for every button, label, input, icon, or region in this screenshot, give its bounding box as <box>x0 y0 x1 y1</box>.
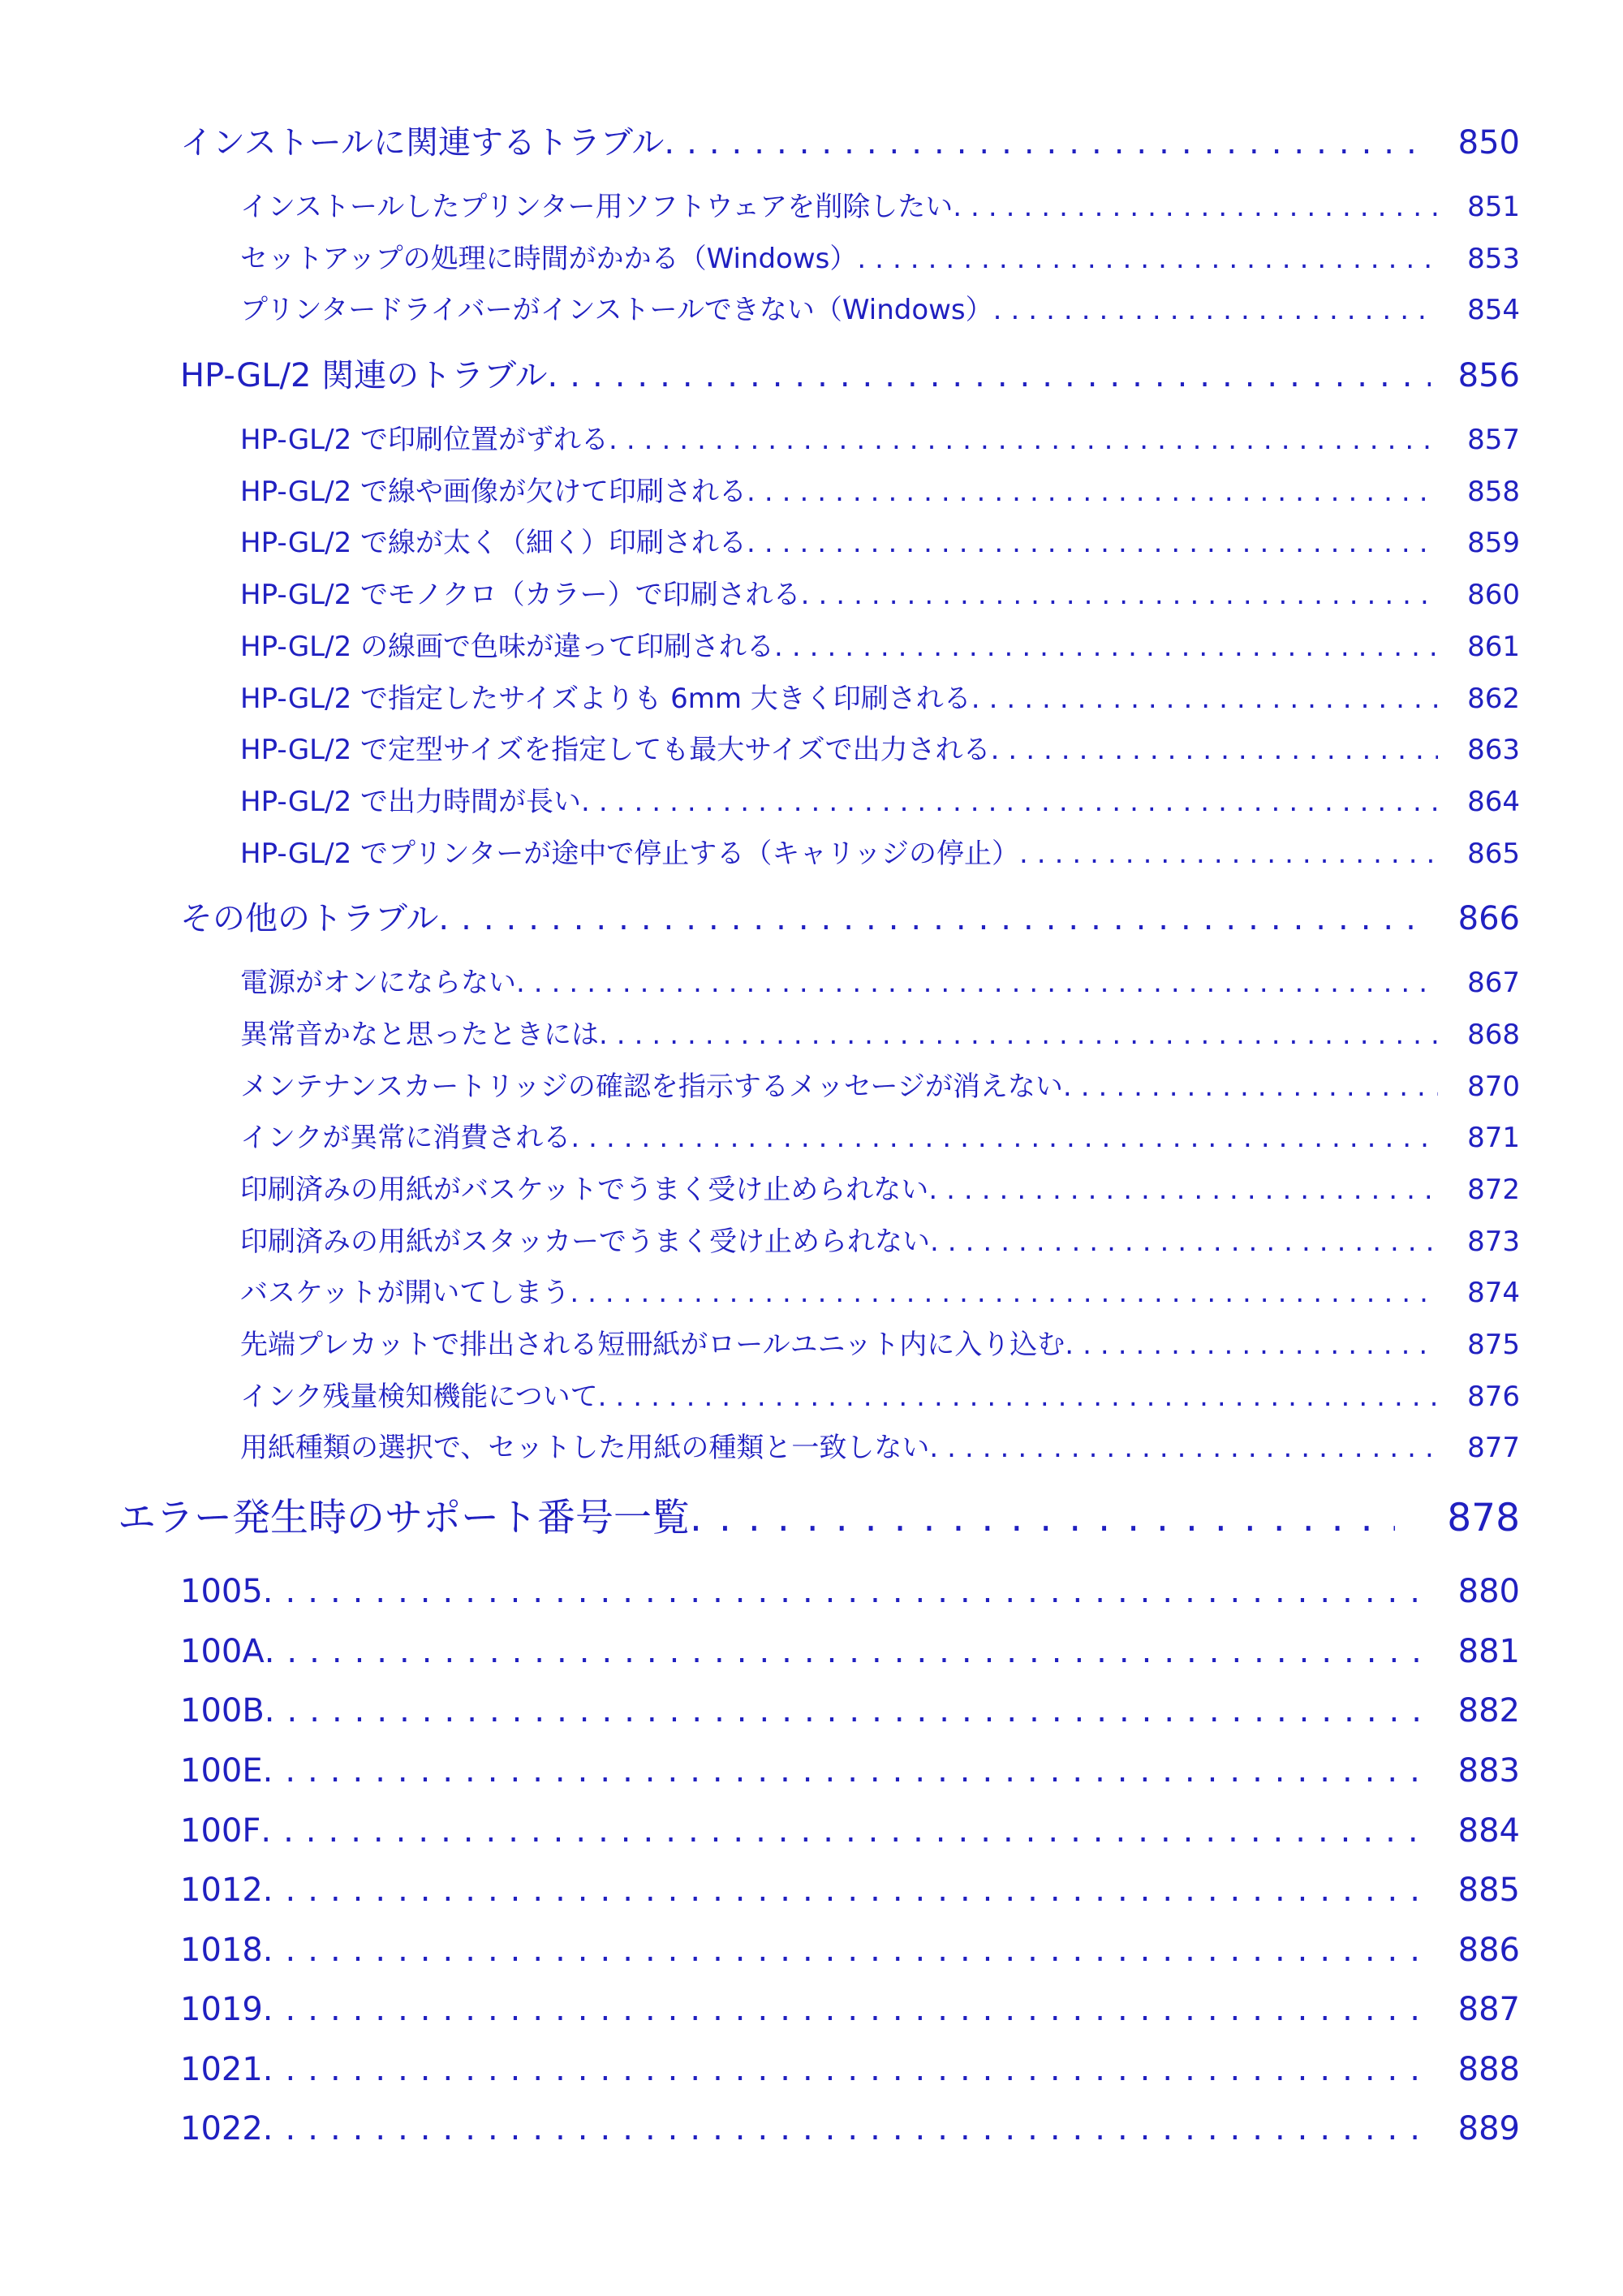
toc-subsection-entry[interactable] <box>0 1423 1623 1475</box>
dot-leader <box>664 104 1430 182</box>
toc-entry-title: バスケットが開いてしまう <box>240 1277 570 1310</box>
dot-leader <box>263 1921 1431 1981</box>
toc-subsection-entry[interactable] <box>0 182 1623 234</box>
dot-leader <box>263 1980 1431 2040</box>
toc-entry-title: 1018 <box>180 1931 263 1969</box>
dot-leader <box>747 518 1438 570</box>
toc-entry-title: 電源がオンにならない <box>240 967 516 1000</box>
toc-subsection-entry[interactable] <box>0 1320 1623 1372</box>
dot-leader <box>930 1217 1438 1269</box>
toc-page-number: 862 <box>1467 682 1520 715</box>
toc-page-number: 880 <box>1457 1573 1520 1611</box>
toc-entry-title: HP-GL/2 で印刷位置がずれる <box>240 424 609 457</box>
toc-subsection-entry[interactable] <box>0 1165 1623 1217</box>
dot-leader <box>801 570 1438 622</box>
dot-leader <box>774 622 1438 674</box>
toc-page-number: 883 <box>1457 1751 1520 1790</box>
toc-subsection-entry[interactable] <box>0 829 1623 881</box>
dot-leader <box>263 1562 1431 1622</box>
toc-page-number: 884 <box>1457 1811 1520 1850</box>
toc-page-number: 876 <box>1467 1380 1520 1413</box>
toc-page-number: 858 <box>1467 475 1520 508</box>
toc-entry-title: 異常音かなと思ったときには <box>240 1018 599 1051</box>
toc-entry-title: その他のトラブル <box>180 900 439 938</box>
dot-leader <box>263 2040 1431 2100</box>
toc-error-code-entry[interactable] <box>0 1562 1623 1622</box>
toc-page-number: 875 <box>1467 1329 1520 1362</box>
dot-leader <box>1065 1320 1438 1372</box>
toc-entry-title: 1021 <box>180 2050 263 2088</box>
toc-subsection-entry[interactable] <box>0 777 1623 829</box>
toc-subsection-entry[interactable] <box>0 1010 1623 1062</box>
toc-page-number: 873 <box>1467 1225 1520 1258</box>
toc-page-number: 877 <box>1467 1432 1520 1465</box>
toc-error-code-entry[interactable] <box>0 1682 1623 1742</box>
toc-subsection-entry[interactable] <box>0 958 1623 1010</box>
toc-entry-title: 1019 <box>180 1991 263 2029</box>
toc-error-code-entry[interactable] <box>0 1861 1623 1921</box>
toc-subsection-entry[interactable] <box>0 570 1623 622</box>
toc-subsection-entry[interactable] <box>0 415 1623 467</box>
dot-leader <box>265 1622 1431 1682</box>
toc-error-code-entry[interactable] <box>0 1802 1623 1862</box>
toc-entry-title: インストールに関連するトラブル <box>180 124 665 162</box>
toc-entry-title: 用紙種類の選択で、セットした用紙の種類と一致しない <box>240 1432 930 1465</box>
dot-leader <box>516 958 1438 1010</box>
toc-page-number: 882 <box>1457 1692 1520 1730</box>
toc-subsection-entry[interactable] <box>0 1217 1623 1269</box>
dot-leader <box>570 1268 1438 1320</box>
toc-page-number: 878 <box>1447 1496 1520 1541</box>
toc-subsection-entry[interactable] <box>0 285 1623 337</box>
toc-subsection-entry[interactable] <box>0 1268 1623 1320</box>
toc-entry-title: インストールしたプリンター用ソフトウェアを削除したい <box>240 191 954 223</box>
toc-page-number: 887 <box>1457 1991 1520 2029</box>
toc-subsection-entry[interactable] <box>0 467 1623 519</box>
toc-page-number: 881 <box>1457 1632 1520 1670</box>
toc-error-code-entry[interactable] <box>0 1742 1623 1802</box>
toc-entry-title: 100A <box>180 1632 265 1670</box>
toc-entry-title: HP-GL/2 で線や画像が欠けて印刷される <box>240 475 747 508</box>
toc-entry-title: HP-GL/2 でモノクロ（カラー）で印刷される <box>240 579 801 612</box>
toc-subsection-entry[interactable] <box>0 1062 1623 1114</box>
dot-leader <box>1063 1062 1438 1114</box>
toc-entry-title: 1005 <box>180 1573 263 1611</box>
toc-subsection-entry[interactable] <box>0 1372 1623 1424</box>
toc-page-number: 866 <box>1457 900 1520 938</box>
dot-leader <box>609 415 1438 467</box>
toc-page-number: 861 <box>1467 630 1520 663</box>
toc-page-number: 874 <box>1467 1277 1520 1310</box>
toc-subsection-entry[interactable] <box>0 622 1623 674</box>
dot-leader <box>1019 829 1438 881</box>
toc-chapter-entry[interactable] <box>0 1475 1623 1562</box>
toc-page-number: 854 <box>1467 294 1520 327</box>
toc-error-code-entry[interactable] <box>0 2100 1623 2160</box>
toc-section-entry[interactable] <box>0 104 1623 182</box>
toc-entry-title: 100F <box>180 1811 261 1850</box>
dot-leader <box>971 674 1438 726</box>
dot-leader <box>570 1113 1438 1165</box>
dot-leader <box>581 777 1438 829</box>
toc-error-code-entry[interactable] <box>0 1921 1623 1981</box>
toc-entry-title: 先端プレカットで排出される短冊紙がロールユニット内に入り込む <box>240 1329 1065 1362</box>
toc-page-number: 886 <box>1457 1931 1520 1969</box>
toc-subsection-entry[interactable] <box>0 518 1623 570</box>
table-of-contents <box>0 104 1623 2160</box>
toc-page-number: 850 <box>1457 124 1520 162</box>
toc-subsection-entry[interactable] <box>0 674 1623 726</box>
toc-page-number: 871 <box>1467 1122 1520 1155</box>
toc-page-number: 851 <box>1467 191 1520 223</box>
toc-entry-title: インクが異常に消費される <box>240 1122 571 1155</box>
toc-page-number: 857 <box>1467 424 1520 457</box>
toc-entry-title: 印刷済みの用紙がバスケットでうまく受け止められない <box>240 1174 929 1206</box>
toc-entry-title: 1012 <box>180 1872 263 1910</box>
toc-page-number: 868 <box>1467 1018 1520 1051</box>
dot-leader <box>991 725 1439 777</box>
toc-section-entry[interactable] <box>0 337 1623 415</box>
dot-leader <box>857 234 1438 286</box>
dot-leader <box>993 285 1438 337</box>
toc-page-number: 860 <box>1467 579 1520 612</box>
toc-page-number: 885 <box>1457 1872 1520 1910</box>
toc-entry-title: 100E <box>180 1751 263 1790</box>
toc-page-number: 856 <box>1457 357 1520 395</box>
toc-entry-title: HP-GL/2 関連のトラブル <box>180 357 548 395</box>
dot-leader <box>928 1165 1438 1217</box>
toc-entry-title: HP-GL/2 で線が太く（細く）印刷される <box>240 527 747 560</box>
toc-page-number: 872 <box>1467 1174 1520 1206</box>
toc-subsection-entry[interactable] <box>0 725 1623 777</box>
dot-leader <box>260 1802 1430 1862</box>
toc-error-code-entry[interactable] <box>0 1622 1623 1682</box>
toc-entry-title: HP-GL/2 で出力時間が長い <box>240 785 582 818</box>
toc-entry-title: 100B <box>180 1692 265 1730</box>
toc-entry-title: メンテナンスカートリッジの確認を指示するメッセージが消えない <box>240 1070 1063 1103</box>
dot-leader <box>263 1861 1431 1921</box>
dot-leader <box>690 1475 1395 1562</box>
dot-leader <box>548 337 1431 415</box>
dot-leader <box>599 1010 1438 1062</box>
toc-subsection-entry[interactable] <box>0 234 1623 286</box>
toc-page-number: 864 <box>1467 785 1520 818</box>
toc-error-code-entry[interactable] <box>0 2040 1623 2100</box>
toc-page-number: 889 <box>1457 2110 1520 2148</box>
dot-leader <box>953 182 1438 234</box>
toc-page-number: 859 <box>1467 527 1520 560</box>
toc-page-number: 863 <box>1467 734 1520 767</box>
toc-entry-title: 印刷済みの用紙がスタッカーでうまく受け止められない <box>240 1225 930 1258</box>
toc-entry-title: プリンタードライバーがインストールできない（Windows） <box>240 294 993 327</box>
toc-entry-title: HP-GL/2 の線画で色味が違って印刷される <box>240 630 775 663</box>
toc-subsection-entry[interactable] <box>0 1113 1623 1165</box>
toc-entry-title: 1022 <box>180 2110 263 2148</box>
toc-entry-title: HP-GL/2 でプリンターが途中で停止する（キャリッジの停止） <box>240 837 1019 870</box>
toc-page-number: 867 <box>1467 967 1520 1000</box>
toc-entry-title: セットアップの処理に時間がかかる（Windows） <box>240 242 858 275</box>
dot-leader <box>265 1682 1431 1742</box>
toc-page-number: 865 <box>1467 837 1520 870</box>
toc-entry-title: HP-GL/2 で定型サイズを指定しても最大サイズで出力される <box>240 734 991 767</box>
toc-entry-title: エラー発生時のサポート番号一覧 <box>118 1496 690 1541</box>
toc-page-number: 853 <box>1467 242 1520 275</box>
toc-entry-title: インク残量検知機能について <box>240 1380 598 1413</box>
toc-entry-title: HP-GL/2 で指定したサイズよりも 6mm 大きく印刷される <box>240 682 971 715</box>
dot-leader <box>747 467 1438 519</box>
dot-leader <box>929 1423 1438 1475</box>
toc-page-number: 870 <box>1467 1070 1520 1103</box>
dot-leader <box>598 1372 1438 1424</box>
toc-error-code-entry[interactable] <box>0 1980 1623 2040</box>
dot-leader <box>438 880 1430 958</box>
toc-page-number: 888 <box>1457 2050 1520 2088</box>
dot-leader <box>263 2100 1431 2160</box>
toc-section-entry[interactable] <box>0 880 1623 958</box>
dot-leader <box>263 1742 1431 1802</box>
